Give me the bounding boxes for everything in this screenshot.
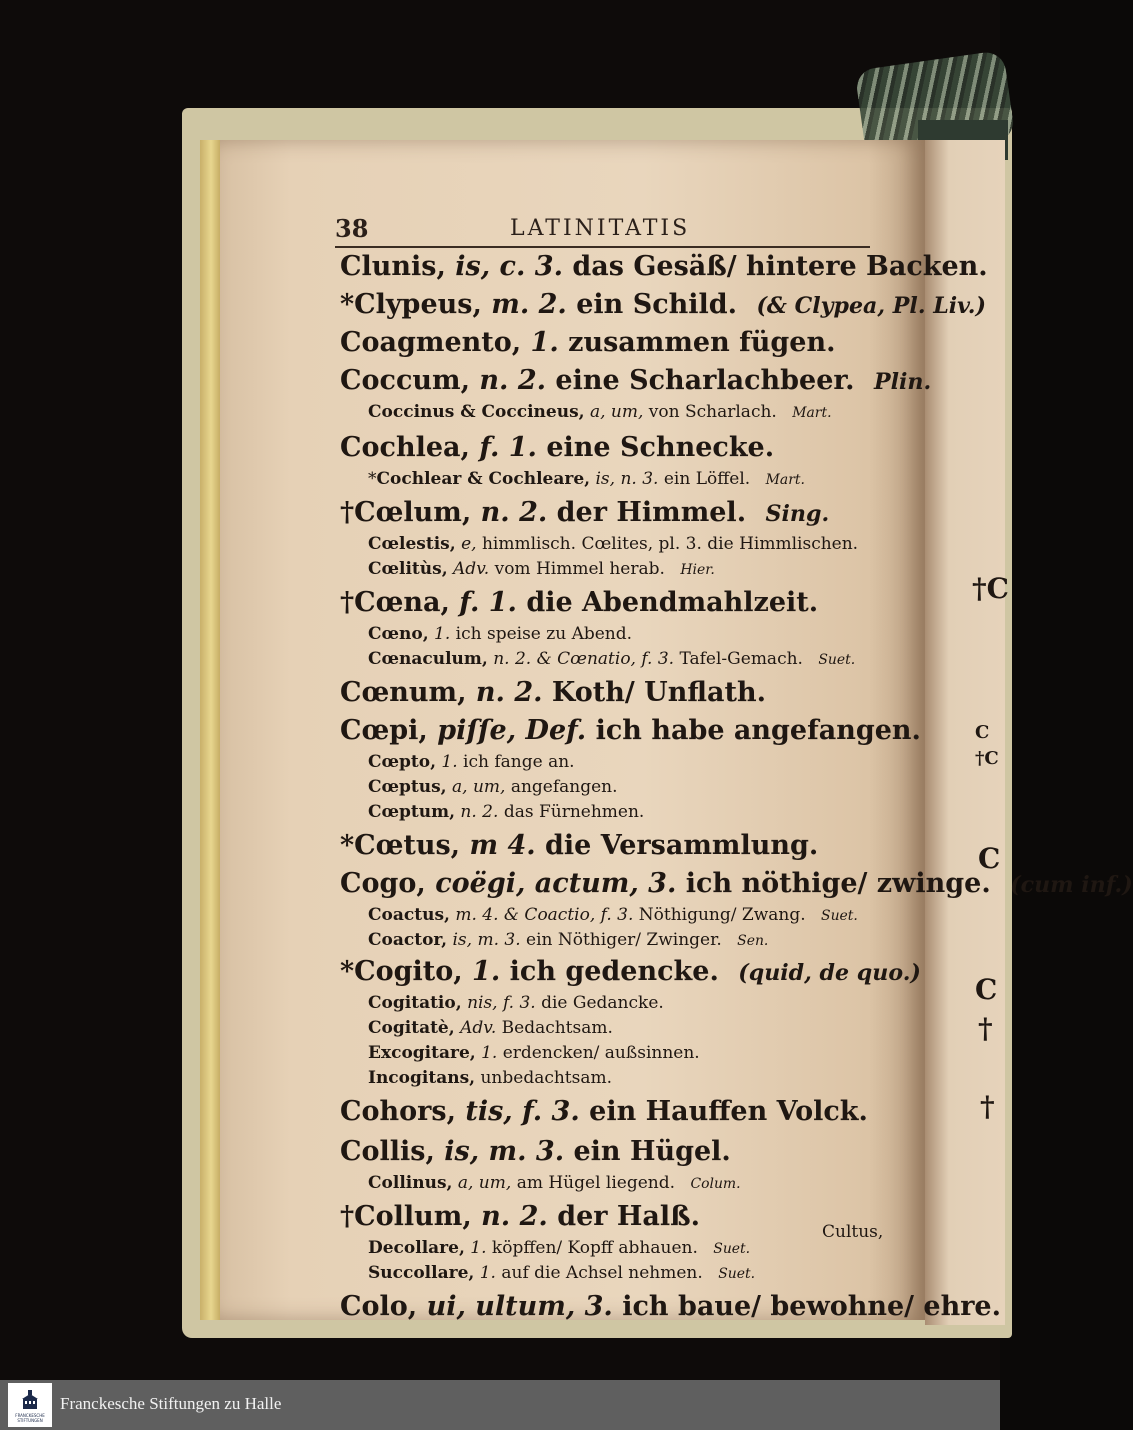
entry-source: Suet. — [818, 652, 856, 668]
entry-grammar: is, n. 3. — [595, 469, 659, 489]
entry-headword: Coagmento, — [340, 327, 522, 358]
entry-grammar: 1. — [472, 956, 501, 987]
entry-headword: Succollare, — [368, 1263, 475, 1283]
entry-grammar: Adv. — [460, 1018, 497, 1038]
entry-grammar: is, c. 3. — [455, 251, 563, 282]
entry-grammar: 1. — [530, 327, 559, 358]
entry-german: eine Schnecke. — [546, 432, 775, 463]
entry-main — [340, 1093, 900, 1131]
entry-source: Suet. — [821, 908, 858, 924]
entry-german: der Himmel. — [556, 497, 747, 528]
entry-main — [340, 248, 988, 286]
entry-headword: Cœpto, — [368, 752, 436, 772]
entry-headword: Cœptus, — [368, 777, 447, 797]
entry-german: ich habe angefangen. — [595, 715, 921, 746]
entry-main — [340, 953, 921, 991]
entry-source: Colum. — [690, 1176, 741, 1192]
entry-grammar: is, m. 3. — [452, 930, 521, 950]
entry-mark: * — [340, 289, 355, 320]
entry-main — [340, 865, 1133, 903]
entry-sub — [340, 800, 900, 825]
entry-headword: Cogito, — [354, 956, 463, 987]
entry-main — [340, 674, 900, 712]
entry-grammar: 1. — [481, 1043, 498, 1063]
entry-headword: Cœna, — [354, 587, 450, 618]
entry-grammar: 1. — [479, 1263, 496, 1283]
entry-main — [340, 584, 900, 622]
right-page-fragment: C — [975, 722, 990, 743]
entry-grammar: n. 2. & Cœnatio, f. 3. — [493, 649, 675, 669]
entry-source: Hier. — [680, 562, 715, 578]
institution-logo — [8, 1383, 52, 1427]
entry-grammar: 1. — [441, 752, 458, 772]
right-page-fragment: †C — [972, 572, 1009, 605]
entry-german: Tafel-Gemach. — [679, 649, 803, 669]
entry-german: Bedachtsam. — [501, 1018, 613, 1038]
entry-german: die Abendmahlzeit. — [526, 587, 819, 618]
entry-german: ich gedencke. — [509, 956, 719, 987]
entry-headword: Colo, — [340, 1291, 418, 1322]
entry-mark: † — [340, 587, 355, 618]
entry-sub — [340, 622, 900, 647]
entry-grammar: n. 2. — [481, 1201, 548, 1232]
entry-sub — [340, 1016, 900, 1041]
entry-source: Sen. — [737, 933, 769, 949]
entry-main — [340, 429, 900, 467]
entry-sub — [340, 1066, 900, 1091]
right-page-fragment: † — [978, 1012, 993, 1045]
entry-headword: Cœlestis, — [368, 534, 456, 554]
entry-grammar: n. 2. — [475, 677, 543, 708]
building-icon — [20, 1390, 40, 1410]
dictionary-entries — [340, 248, 1133, 1326]
entry-grammar: e, — [461, 534, 477, 554]
entry-german: erdencken/ außsinnen. — [502, 1043, 700, 1063]
entry-grammar: a, um, — [457, 1173, 512, 1193]
entry-grammar: 1. — [434, 624, 451, 644]
entry-german: ein Nöthiger/ Zwinger. — [526, 930, 722, 950]
entry-german: am Hügel liegend. — [516, 1173, 676, 1193]
entry-german: eine Scharlachbeer. — [555, 365, 855, 396]
entry-headword: Cœnaculum, — [368, 649, 488, 669]
entry-sub — [340, 1261, 900, 1286]
entry-source: (& Clypea, Pl. Liv.) — [756, 293, 986, 319]
page-number: 38 — [335, 214, 369, 243]
entry-german: ein Hügel. — [573, 1136, 731, 1167]
right-page-fragment: C — [975, 973, 998, 1006]
entry-grammar: f. 1. — [459, 587, 517, 618]
entry-headword: Collinus, — [368, 1173, 453, 1193]
entry-grammar: Adv. — [453, 559, 490, 579]
right-page-fragment: C — [978, 842, 1001, 875]
entry-main — [340, 286, 986, 324]
entry-main — [340, 1288, 1002, 1326]
entry-headword: Cœnum, — [340, 677, 467, 708]
entry-headword: Coccum, — [340, 365, 470, 396]
entry-headword: Cochlear & Cochleare, — [376, 469, 591, 489]
entry-headword: Incogitans, — [368, 1068, 476, 1088]
entry-german: ein Schild. — [576, 289, 738, 320]
entry-source: Mart. — [765, 472, 805, 488]
entry-headword: Cogo, — [340, 868, 426, 899]
entry-german: ich fange an. — [463, 752, 575, 772]
entry-headword: Coccinus & Coccineus, — [368, 402, 585, 422]
entry-headword: Clypeus, — [354, 289, 482, 320]
entry-german: himmlisch. Cœlites, pl. 3. die Himmlischen. — [481, 534, 859, 554]
entry-main — [340, 827, 900, 865]
entry-headword: Cogitatè, — [368, 1018, 455, 1038]
entry-sub — [340, 400, 900, 425]
catchword: Cultus, — [822, 1222, 884, 1242]
entry-sub — [340, 750, 900, 775]
entry-german: der Halß. — [557, 1201, 701, 1232]
entry-main — [340, 1133, 900, 1171]
entry-grammar: ui, ultum, 3. — [426, 1291, 613, 1322]
entry-sub — [340, 991, 900, 1016]
entry-headword: Cœtus, — [354, 830, 461, 861]
entry-sub — [340, 775, 900, 800]
entry-grammar: n. 2. — [479, 365, 547, 396]
entry-main — [340, 1198, 900, 1236]
entry-german: auf die Achsel nehmen. — [501, 1263, 703, 1283]
entry-german: Nöthigung/ Zwang. — [638, 905, 806, 925]
entry-german: von Scharlach. — [648, 402, 777, 422]
entry-mark: † — [340, 1201, 355, 1232]
entry-headword: Collis, — [340, 1136, 435, 1167]
entry-source: (cum inf.) — [1010, 872, 1133, 898]
entry-german: die Versammlung. — [545, 830, 819, 861]
entry-sub — [340, 467, 900, 492]
entry-german: ein Hauffen Volck. — [589, 1096, 868, 1127]
entry-german: vom Himmel herab. — [494, 559, 665, 579]
entry-grammar: m. 4. & Coactio, f. 3. — [455, 905, 634, 925]
entry-german: angefangen. — [510, 777, 618, 797]
entry-headword: Decollare, — [368, 1238, 465, 1258]
right-page-fragment: † — [980, 1090, 995, 1123]
entry-sub — [340, 647, 900, 672]
entry-grammar: nis, f. 3. — [467, 993, 536, 1013]
entry-grammar: f. 1. — [479, 432, 537, 463]
entry-headword: Cœptum, — [368, 802, 456, 822]
entry-german: unbedachtsam. — [480, 1068, 613, 1088]
entry-sub — [340, 532, 900, 557]
entry-sub — [340, 928, 900, 953]
entry-grammar: n. 2. — [480, 497, 548, 528]
entry-german: ein Löffel. — [663, 469, 751, 489]
entry-german: ich baue/ bewohne/ ehre. — [622, 1291, 1002, 1322]
entry-headword: Cœlum, — [354, 497, 472, 528]
page-header — [335, 212, 875, 248]
entry-source: (quid, de quo.) — [738, 960, 921, 986]
entry-headword: Cœno, — [368, 624, 429, 644]
entry-grammar: a, um, — [589, 402, 644, 422]
entry-grammar: n. 2. — [460, 802, 499, 822]
entry-sub — [340, 1236, 900, 1261]
entry-headword: Coactus, — [368, 905, 450, 925]
entry-german: ich speise zu Abend. — [455, 624, 633, 644]
entry-grammar: m. 2. — [491, 289, 567, 320]
entry-source: Mart. — [792, 405, 832, 421]
entry-headword: Cochlea, — [340, 432, 470, 463]
entry-headword: Clunis, — [340, 251, 446, 282]
entry-headword: Coactor, — [368, 930, 448, 950]
entry-grammar: a, um, — [452, 777, 506, 797]
running-title: LATINITATIS — [510, 216, 691, 241]
entry-source: Suet. — [713, 1241, 751, 1257]
entry-grammar: tis, f. 3. — [465, 1096, 580, 1127]
entry-headword: Cohors, — [340, 1096, 456, 1127]
entry-grammar: m 4. — [469, 830, 536, 861]
entry-sub — [340, 557, 900, 582]
entry-main — [340, 362, 932, 400]
entry-source: Sing. — [765, 501, 830, 527]
entry-german: zusammen fügen. — [568, 327, 836, 358]
entry-grammar: is, m. 3. — [444, 1136, 565, 1167]
entry-mark: † — [340, 497, 355, 528]
entry-main — [340, 324, 900, 362]
entry-mark: * — [368, 469, 377, 489]
entry-headword: Cœlitùs, — [368, 559, 448, 579]
entry-headword: Cogitatio, — [368, 993, 462, 1013]
entry-sub — [340, 903, 900, 928]
entry-german: ich nöthige/ zwinge. — [685, 868, 991, 899]
entry-headword: Excogitare, — [368, 1043, 476, 1063]
entry-sub — [340, 1041, 900, 1066]
right-page-fragment: †C — [975, 748, 999, 769]
entry-source: Suet. — [718, 1266, 756, 1282]
logo-caption: FRANCKESCHE STIFTUNGEN — [15, 1413, 45, 1423]
entry-german: die Gedancke. — [541, 993, 664, 1013]
entry-grammar: coëgi, actum, 3. — [435, 868, 677, 899]
entry-german: Koth/ Unflath. — [551, 677, 766, 708]
entry-grammar: piſſe, Def. — [437, 715, 587, 746]
entry-german: das Gesäß/ hintere Backen. — [572, 251, 988, 282]
entry-headword: Collum, — [354, 1201, 472, 1232]
entry-mark: * — [340, 830, 355, 861]
entry-source: Plin. — [873, 369, 932, 395]
footer-bar — [0, 1380, 1000, 1430]
entry-mark: * — [340, 956, 355, 987]
institution-name: Franckesche Stiftungen zu Halle — [60, 1394, 282, 1413]
entry-sub — [340, 1171, 900, 1196]
page-edges — [200, 140, 222, 1320]
entry-german: das Fürnehmen. — [503, 802, 645, 822]
entry-grammar: 1. — [470, 1238, 487, 1258]
entry-german: köpffen/ Kopff abhauen. — [491, 1238, 698, 1258]
entry-main — [340, 494, 900, 532]
entry-main — [340, 712, 921, 750]
entry-headword: Cœpi, — [340, 715, 428, 746]
